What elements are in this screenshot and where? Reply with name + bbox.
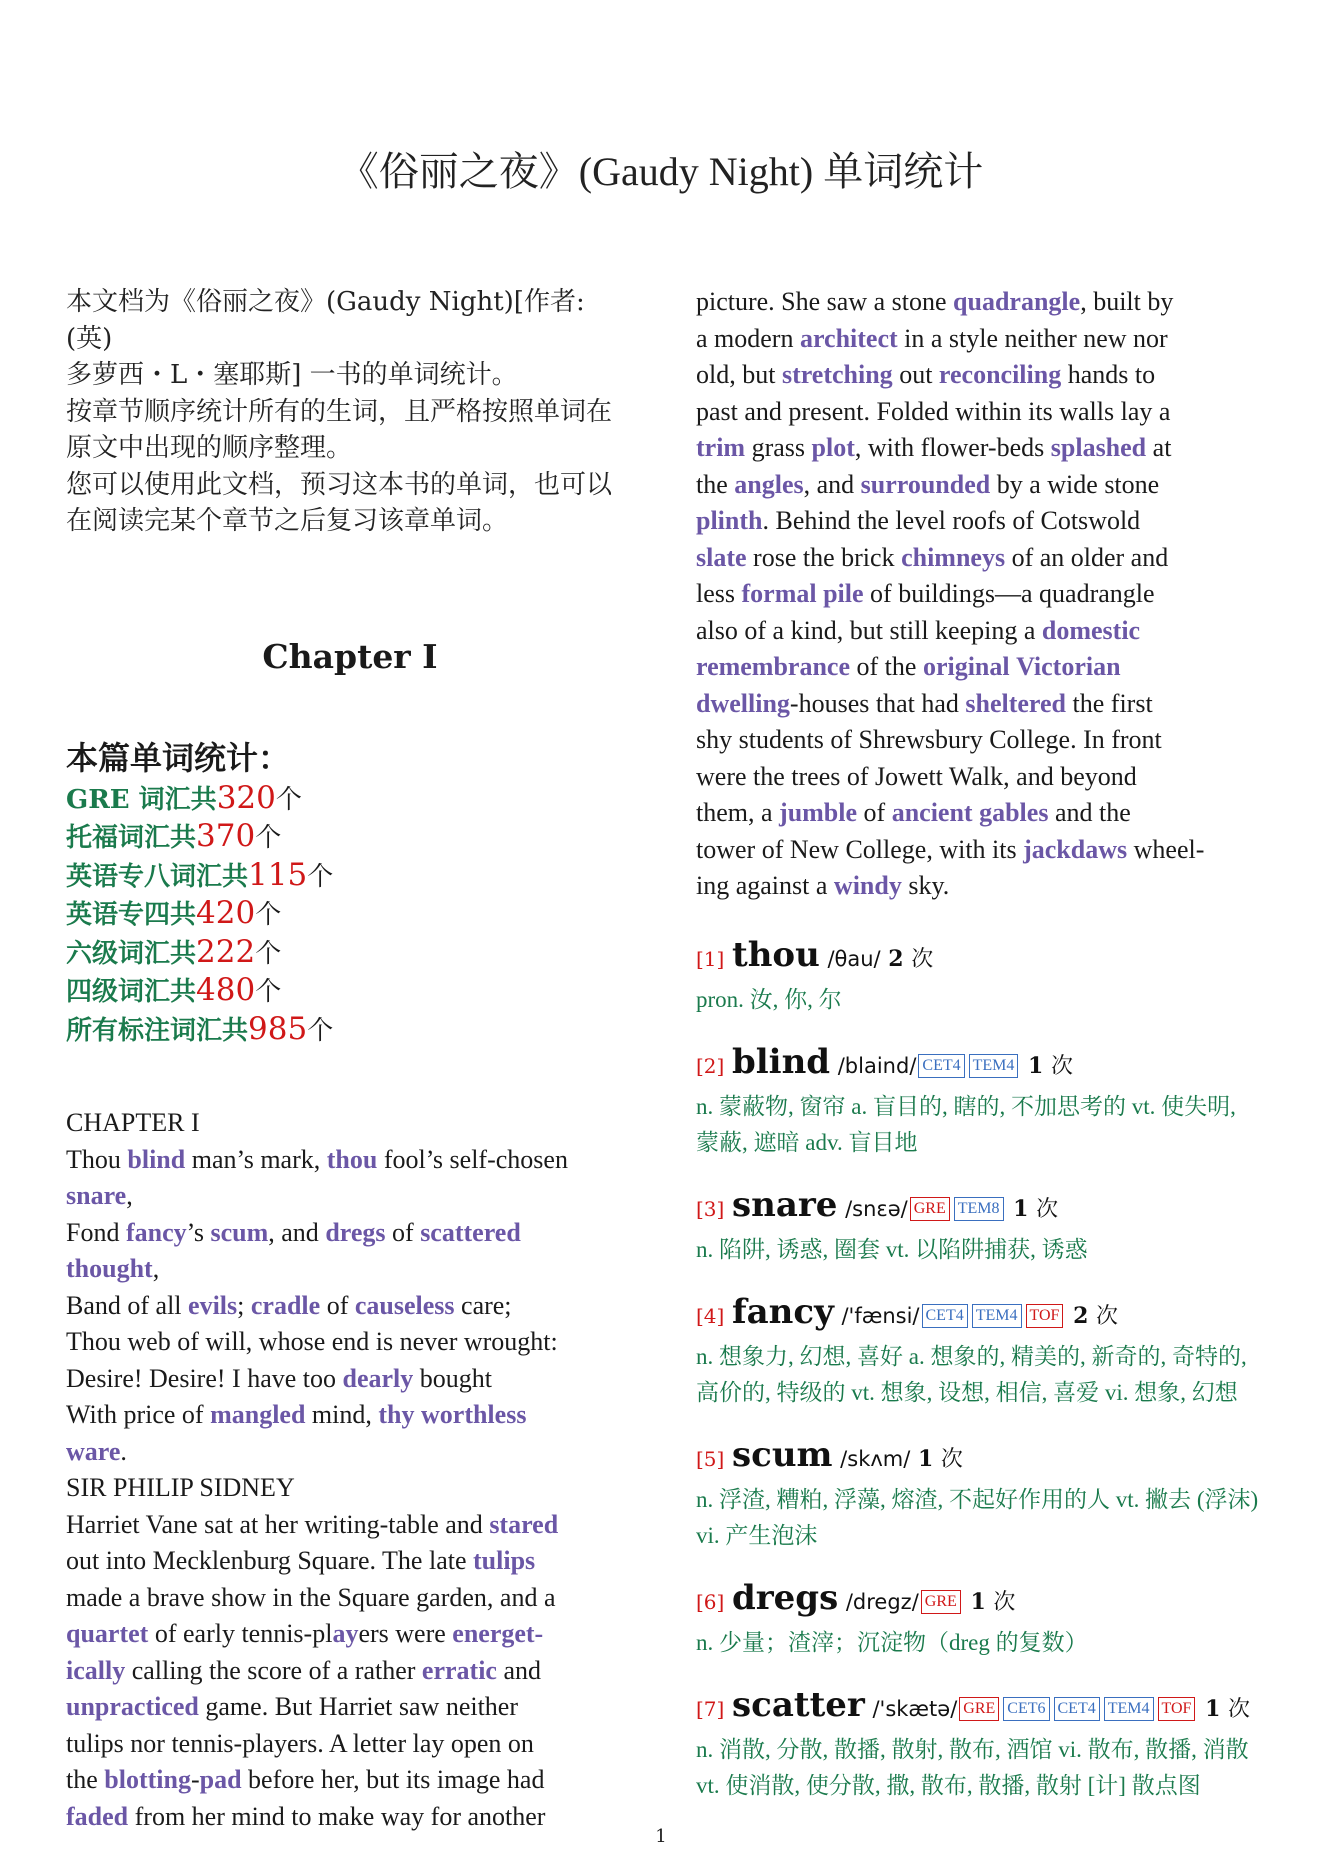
text-line [696,576,1264,613]
entry-word: dregs [731,1577,839,1618]
text-segment: made a brave show in the Square garden, and a [66,1582,556,1612]
text-segment: out [892,360,939,389]
text-line [66,1361,634,1398]
right-column [696,284,1264,1826]
text-line [66,1726,634,1763]
highlighted-word: reconciling [938,360,1062,389]
text-line [66,1543,634,1580]
highlighted-word: scum [210,1217,269,1247]
text-line [696,722,1264,759]
highlighted-word: ically [66,1655,126,1685]
text-segment: man’s mark, [185,1144,327,1174]
text-line [66,1580,634,1617]
level-tag: TEM4 [1104,1697,1154,1721]
entry-head [696,1576,1264,1625]
text-segment: CHAPTER I [66,1108,200,1137]
stats-title: 本篇单词统计： [66,738,291,777]
highlighted-word: formal [741,579,817,608]
stat-unit: 个 [275,784,302,815]
stat-row [66,1011,634,1050]
text-segment: from her mind to make way for another [128,1801,546,1831]
highlighted-word: quadrangle [953,287,1081,316]
entry-head [696,1040,1264,1089]
text-segment: shy students of Shrewsbury College. In front [696,725,1162,754]
text-segment: out into Mecklenburg Square. The late [66,1546,473,1575]
stat-unit: 个 [255,938,282,969]
text-line [696,649,1264,686]
level-tag: GRE [921,1590,961,1614]
entry-count: 1 [970,1588,986,1615]
text-segment: and [496,1655,542,1685]
text-segment: bought [413,1363,492,1393]
intro-line: 本文档为《俗丽之夜》(Gaudy Night)[作者: (英) [66,287,585,354]
text-segment: sky. [901,871,950,900]
level-tag: CET4 [1054,1697,1100,1721]
entry-number: [4] [696,1303,725,1328]
highlighted-word: blind [127,1144,186,1174]
stat-label: 所有标注词汇共 [66,1015,249,1046]
entry-phonetic: /θau/ [827,946,881,971]
text-segment: also of a kind, but still keeping a [696,615,1042,645]
text-segment: a modern [696,323,800,353]
entry-phonetic: /blaind/ [837,1053,917,1078]
text-line [696,321,1264,358]
entry-word: blind [731,1041,831,1082]
text-segment: Desire! Desire! I have too [66,1363,343,1393]
stat-row [66,934,634,973]
highlighted-word: dearly [342,1363,414,1393]
page-number: 1 [655,1826,667,1847]
text-segment: Thou [66,1144,128,1174]
highlighted-word: slate [696,542,747,572]
text-segment: tower of New College, with its [696,834,1024,864]
text-line [696,795,1264,832]
entry-count: 1 [917,1445,934,1472]
entry-count-unit: 次 [940,1446,963,1472]
text-line [696,613,1264,650]
entry-head [696,933,1264,982]
entry-count: 2 [888,945,904,972]
text-segment: , and [268,1217,326,1247]
highlighted-word: plot [811,433,855,462]
text-segment: old, but [696,360,782,389]
text-line [66,1142,634,1179]
text-segment: - [190,1765,200,1794]
stat-label: GRE 词汇共 [66,784,217,815]
highlighted-word: thought [66,1254,153,1283]
text-segment: past and present. Folded within its walls lay a [696,396,1171,426]
intro [66,284,634,540]
highlighted-word: angles [734,469,804,499]
stat-unit: 个 [255,900,282,930]
entry-head [696,1183,1264,1232]
entry-count-unit: 次 [1051,1053,1074,1079]
level-tag: TEM8 [954,1197,1004,1221]
entry-word: snare [731,1184,838,1225]
text-line [66,1397,634,1434]
vocab-entry [696,1576,1264,1661]
entry-number: [7] [696,1696,725,1721]
text-segment: -houses that had [789,688,966,718]
entry-phonetic: /skʌm/ [840,1446,911,1471]
text-line [66,1616,634,1653]
text-segment: the [66,1765,105,1794]
highlighted-word: ay [332,1619,359,1648]
entry-count-unit: 次 [911,946,934,972]
text-line [696,284,1264,321]
chapter-text-right [696,284,1264,905]
vocab-entry [696,1683,1264,1804]
level-tag: CET4 [922,1304,968,1328]
entry-phonetic: /snɛə/ [845,1196,908,1221]
stat-row [66,972,634,1011]
text-segment: , with flower-beds [854,433,1051,462]
text-line [66,1324,634,1361]
text-segment: Fond [66,1217,126,1247]
text-segment: of [320,1290,355,1320]
text-segment: care; [454,1290,512,1320]
entry-definition: n. 陷阱, 诱惑, 圈套 vt. 以陷阱捕获, 诱惑 [696,1236,1088,1262]
stat-label: 托福词汇共 [66,823,197,853]
text-segment: grass [745,433,812,462]
highlighted-word: dwelling [696,688,790,718]
text-line [696,357,1264,394]
entry-definition: n. 蒙蔽物, 窗帘 a. 盲目的, 瞎的, 不加思考的 vt. 使失明, 蒙蔽, 遮暗 adv. 盲目地 [696,1093,1236,1155]
text-segment: them, a [696,798,780,827]
intro-line: 原文中出现的顺序整理。 [66,433,353,463]
text-segment: ’s [186,1217,211,1247]
text-segment: SIR PHILIP SIDNEY [66,1473,295,1502]
text-segment: the first [1066,688,1153,718]
highlighted-word: splashed [1050,433,1147,462]
text-line [66,1689,634,1726]
entry-count-unit: 次 [993,1589,1016,1615]
highlighted-word: pile [823,579,864,608]
text-segment: fool’s self-chosen [377,1144,568,1174]
highlighted-word: cradle [250,1290,321,1320]
entry-word: scum [731,1434,833,1475]
text-segment: of an older and [1005,542,1169,572]
text-segment: Harriet Vane sat at her writing-table and [66,1509,490,1539]
text-segment: by a wide stone [990,469,1160,499]
highlighted-word: ware [66,1436,121,1466]
stat-count: 222 [196,933,256,970]
highlighted-word: windy [833,871,902,900]
intro-line: 按章节顺序统计所有的生词，且严格按照单词在 [66,396,613,427]
text-segment: ; [237,1290,251,1320]
stat-label: 六级词汇共 [66,938,197,969]
entry-count: 1 [1028,1052,1044,1079]
stats-list [66,780,634,1050]
text-line [66,1762,634,1799]
highlighted-word: quartet [66,1619,149,1648]
entry-head [696,1683,1264,1732]
text-line [66,1507,634,1544]
level-tag: CET6 [1003,1697,1049,1721]
text-segment: game. But Harriet saw neither [198,1692,518,1721]
text-segment: of the [850,652,923,681]
stat-unit: 个 [255,977,282,1007]
text-segment: at [1146,433,1172,462]
highlighted-word: original [922,652,1010,681]
highlighted-word: chimneys [901,542,1006,572]
text-segment: of buildings—a quadrangle [863,579,1155,608]
intro-line: 您可以使用此文档，预习这本书的单词，也可以 [66,469,613,500]
text-segment: , built by [1080,287,1174,316]
text-segment: mind, [305,1400,379,1429]
highlighted-word: scattered [420,1217,521,1247]
text-segment: wheel- [1127,834,1205,864]
entry-count: 1 [1205,1695,1221,1722]
stat-label: 英语专八词汇共 [66,861,249,892]
entry-word: fancy [731,1291,834,1332]
text-line [696,467,1264,504]
level-tag: TOF [1158,1697,1196,1721]
text-segment: and the [1048,798,1131,827]
text-segment: ers were [358,1619,453,1648]
entry-number: [1] [696,946,725,971]
text-segment: were the trees of Jowett Walk, and beyond [696,761,1137,791]
text-line [66,1434,634,1471]
text-segment: With price of [66,1400,211,1429]
document-title: 《俗丽之夜》(Gaudy Night) 单词统计 [338,149,984,194]
text-segment: , [126,1181,133,1210]
vocab-entry [696,933,1264,1018]
highlighted-word: unpracticed [66,1692,199,1721]
text-line [696,430,1264,467]
text-line [66,1105,634,1142]
entry-number: [2] [696,1053,725,1078]
level-tag: TEM4 [972,1304,1022,1328]
entry-count: 2 [1073,1302,1089,1329]
highlighted-word: faded [66,1801,129,1831]
text-segment: before her, but its image had [241,1765,545,1794]
entry-definition: n. 消散, 分散, 散播, 散射, 散布, 酒馆 vi. 散布, 散播, 消散 vt. 使消散, 使分散, 撒, 散布, 散播, 散射 [计] 散点图 [696,1736,1249,1798]
vocab-entries [696,933,1264,1804]
text-segment: picture. She saw a stone [696,287,954,316]
highlighted-word: ancient [891,798,973,827]
intro-line: 多萝西・L・塞耶斯] 一书的单词统计。 [66,360,518,390]
text-line [696,686,1264,723]
entry-number: [3] [696,1196,725,1221]
text-segment: , and [803,469,861,499]
text-segment: ing against a [696,871,834,900]
highlighted-word: fancy [125,1217,187,1247]
highlighted-word: remembrance [696,652,851,681]
highlighted-word: trim [696,433,746,462]
highlighted-word: jackdaws [1023,834,1128,864]
vocab-entry [696,1040,1264,1161]
entry-definition: n. 想象力, 幻想, 喜好 a. 想象的, 精美的, 新奇的, 奇特的, 高价的, 特级的 vt. 想象, 设想, 相信, 喜爱 vi. 想象, 幻想 [696,1343,1247,1405]
chapter-text-left [66,1105,634,1835]
stat-count: 420 [196,895,256,931]
stat-unit: 个 [307,861,334,892]
text-segment: . [120,1436,127,1466]
text-segment: in a style neither new nor [897,323,1168,353]
highlighted-word: architect [799,323,898,353]
text-segment: less [696,579,742,608]
text-segment: Thou web of will, whose end is never wrought: [66,1327,558,1356]
entry-definition: n. 少量；渣滓；沉淀物（dreg 的复数） [696,1629,1088,1655]
highlighted-word: sheltered [965,688,1067,718]
highlighted-word: gables [979,798,1049,827]
text-segment: Band of all [66,1290,189,1320]
text-line [696,832,1264,869]
text-line [696,868,1264,905]
entry-count-unit: 次 [1036,1196,1059,1222]
text-segment: hands to [1061,360,1156,389]
text-line [66,1251,634,1288]
entry-definition: pron. 汝, 你, 尔 [696,986,842,1012]
stat-row [66,895,634,934]
text-line [66,1653,634,1690]
highlighted-word: energet- [452,1619,544,1648]
highlighted-word: blotting [104,1765,191,1794]
entry-count-unit: 次 [1096,1303,1119,1329]
highlighted-word: pad [199,1765,242,1794]
entry-phonetic: /'skætə/ [872,1696,958,1721]
stat-count: 480 [196,972,256,1008]
text-line [696,394,1264,431]
highlighted-word: evils [188,1290,238,1320]
level-tag: CET4 [918,1054,964,1078]
highlighted-word: dregs [325,1217,386,1247]
text-segment: of [385,1217,421,1247]
highlighted-word: surrounded [860,469,991,499]
text-segment: tulips nor tennis-players. A letter lay open on [66,1728,534,1758]
vocab-entry [696,1433,1264,1554]
highlighted-word: thy [378,1400,415,1429]
stat-count: 985 [248,1010,308,1047]
entry-word: scatter [731,1684,865,1725]
highlighted-word: domestic [1041,615,1141,645]
stat-count: 115 [248,856,308,893]
chapter-title: Chapter I [262,636,438,676]
text-line [696,540,1264,577]
stat-row [66,780,634,819]
text-line [66,1178,634,1215]
text-segment: of [857,798,892,827]
highlighted-word: causeless [354,1290,455,1320]
highlighted-word: worthless [421,1400,527,1429]
stat-label: 四级词汇共 [66,977,197,1007]
vocab-entry [696,1290,1264,1411]
entry-count-unit: 次 [1228,1696,1251,1722]
highlighted-word: jumble [779,798,858,827]
stat-label: 英语专四共 [66,900,197,930]
highlighted-word: stared [489,1509,559,1539]
text-line [696,503,1264,540]
text-line [66,1215,634,1252]
text-line [66,1288,634,1325]
entry-definition: n. 浮渣, 糟粕, 浮藻, 熔渣, 不起好作用的人 vt. 撇去 (浮沫) vi. 产生泡沫 [696,1486,1259,1548]
highlighted-word: plinth [696,506,763,535]
left-column [66,284,634,1835]
entry-number: [5] [696,1446,725,1471]
entry-head [696,1433,1264,1482]
entry-phonetic: /'fænsi/ [841,1303,920,1328]
intro-line: 在阅读完某个章节之后复习该章单词。 [66,506,509,536]
level-tag: TOF [1026,1304,1064,1328]
stat-unit: 个 [255,823,282,853]
highlighted-word: snare [66,1181,127,1210]
stat-row [66,857,634,896]
stat-unit: 个 [307,1015,334,1046]
entry-phonetic: /dregz/ [845,1589,919,1614]
highlighted-word: erratic [421,1655,497,1685]
entry-number: [6] [696,1589,725,1614]
level-tag: GRE [910,1197,950,1221]
stat-count: 320 [216,779,276,816]
entry-count: 1 [1013,1195,1029,1222]
highlighted-word: thou [326,1144,378,1174]
highlighted-word: tulips [473,1546,536,1575]
text-segment: calling the score of a rather [125,1655,422,1685]
text-line [66,1470,634,1507]
highlighted-word: stretching [781,360,893,389]
text-segment: , [152,1254,160,1283]
text-segment: . Behind the level roofs of Cotswold [762,506,1141,535]
text-segment: the [696,469,735,499]
entry-word: thou [731,934,820,975]
text-segment: rose the brick [746,542,902,572]
level-tag: TEM4 [969,1054,1019,1078]
level-tag: GRE [959,1697,999,1721]
text-line [696,759,1264,796]
entry-head [696,1290,1264,1339]
vocab-entry [696,1183,1264,1268]
highlighted-word: Victorian [1016,652,1121,681]
stat-count: 370 [196,818,256,854]
stat-row [66,818,634,857]
text-segment: of early tennis-pl [148,1619,333,1648]
highlighted-word: mangled [210,1400,306,1429]
